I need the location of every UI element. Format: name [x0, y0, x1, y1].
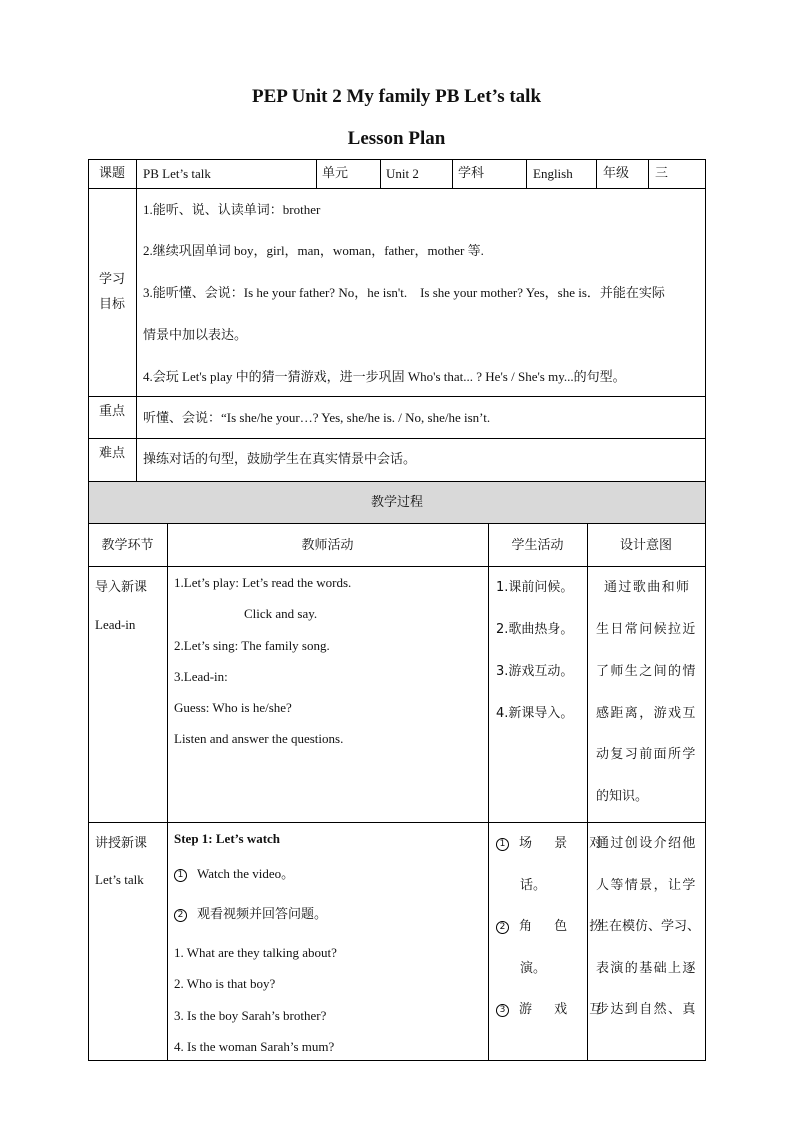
unit-label: 单元 — [322, 166, 349, 181]
subject-value: English — [533, 166, 573, 181]
col-student: 学生活动 — [511, 538, 564, 553]
leadin-design-3: 了师生之间的情 — [596, 664, 697, 679]
col-stage: 教学环节 — [101, 538, 154, 553]
talk-student-1-text: 场 景 对 — [519, 836, 612, 851]
talk-stage-en: Let’s talk — [95, 872, 144, 887]
talk-design-4: 表演的基础上逐 — [596, 961, 697, 976]
talk-question-3: 3. Is the boy Sarah’s brother? — [174, 1008, 327, 1023]
leadin-stage-en: Lead-in — [95, 617, 136, 632]
difficulty-text: 操练对话的句型，鼓励学生在真实情景中会话。 — [143, 452, 417, 467]
objective-line-1: 1.能听、说、认读单词：brother — [143, 202, 321, 217]
talk-task-1-text: Watch the video。 — [197, 866, 295, 881]
talk-question-1: 1. What are they talking about? — [174, 945, 337, 960]
col-design: 设计意图 — [619, 538, 672, 553]
talk-student-2-text: 角 色 扮 — [519, 919, 612, 934]
circled-number-1: 1 — [174, 869, 187, 882]
talk-task-2-text: 观看视频并回答问题。 — [197, 907, 328, 922]
circled-number-2: 2 — [496, 921, 509, 934]
objective-line-5: 4.会玩 Let's play 中的猜一猜游戏，进一步巩固 Who's that... ? He's / She's my...的句型。 — [143, 369, 626, 384]
focus-text: 听懂、会说：“Is she/he your…? Yes, she/he is. / No, she/he isn’t. — [143, 410, 491, 425]
leadin-student-4: 4.新课导入。 — [496, 706, 574, 721]
leadin-student-1: 1.课前问候。 — [496, 580, 574, 595]
talk-stage-cn: 讲授新课 — [95, 836, 148, 851]
circled-number-1: 1 — [496, 838, 509, 851]
grade-value: 三 — [655, 166, 669, 181]
objective-line-4: 情景中加以表达。 — [143, 327, 248, 342]
col-teacher: 教师活动 — [301, 538, 354, 553]
document-subtitle: Lesson Plan — [347, 128, 446, 149]
talk-student-3-text: 游 戏 互 — [519, 1002, 612, 1017]
leadin-stage-cn: 导入新课 — [95, 580, 148, 595]
circled-number-3: 3 — [496, 1004, 509, 1017]
difficulty-label: 难点 — [98, 446, 125, 461]
talk-student-1b: 话。 — [520, 878, 547, 893]
talk-design-1: 通过创设介绍他 — [596, 836, 697, 851]
circled-number-2: 2 — [174, 909, 187, 922]
leadin-design-6: 的知识。 — [596, 789, 649, 804]
talk-student-3 — [496, 1002, 611, 1018]
talk-design-3: 生在模仿、学习、 — [596, 919, 701, 934]
leadin-student-2: 2.歌曲热身。 — [496, 622, 574, 637]
talk-student-2 — [496, 919, 611, 935]
talk-student-1 — [496, 836, 611, 852]
talk-design-2: 人等情景，让学 — [596, 878, 697, 893]
talk-task-2 — [174, 907, 327, 923]
objectives-label-1: 学习 — [98, 272, 125, 287]
focus-label: 重点 — [98, 404, 125, 419]
leadin-teacher-3: 2.Let’s sing: The family song. — [174, 638, 330, 653]
topic-value: PB Let’s talk — [143, 166, 211, 181]
unit-value: Unit 2 — [386, 166, 419, 181]
leadin-teacher-6: Listen and answer the questions. — [174, 731, 344, 746]
leadin-teacher-5: Guess: Who is he/she? — [174, 700, 292, 715]
topic-label: 课题 — [98, 166, 125, 181]
subject-label: 学科 — [458, 166, 485, 181]
leadin-design-5: 动复习前面所学 — [596, 747, 697, 762]
talk-question-4: 4. Is the woman Sarah’s mum? — [174, 1039, 335, 1054]
talk-student-2b: 演。 — [520, 961, 547, 976]
objective-line-2: 2.继续巩固单词 boy，girl，man，woman，father，mother 等. — [143, 243, 484, 258]
leadin-teacher-4: 3.Lead-in: — [174, 669, 228, 684]
table-border — [88, 159, 706, 160]
talk-task-1 — [174, 866, 294, 882]
document-title: PEP Unit 2 My family PB Let’s talk — [251, 86, 542, 107]
leadin-student-3: 3.游戏互动。 — [496, 664, 574, 679]
objective-line-3: 3.能听懂、会说：Is he your father? No，he isn't. Is she your mother? Yes，she is．并能在实际 — [143, 285, 665, 300]
process-header: 教学过程 — [370, 495, 423, 510]
leadin-design-1: 通过歌曲和师 — [604, 580, 691, 595]
leadin-design-4: 感距离，游戏互 — [596, 706, 697, 721]
leadin-teacher-2: Click and say. — [244, 606, 318, 621]
talk-step-title: Step 1: Let’s watch — [174, 831, 281, 846]
leadin-design-2: 生日常问候拉近 — [596, 622, 697, 637]
talk-question-2: 2. Who is that boy? — [174, 976, 276, 991]
grade-label: 年级 — [603, 166, 630, 181]
talk-design-5: 步达到自然、真 — [596, 1002, 697, 1017]
objectives-label-2: 目标 — [98, 297, 125, 312]
leadin-teacher-1: 1.Let’s play: Let’s read the words. — [174, 575, 352, 590]
